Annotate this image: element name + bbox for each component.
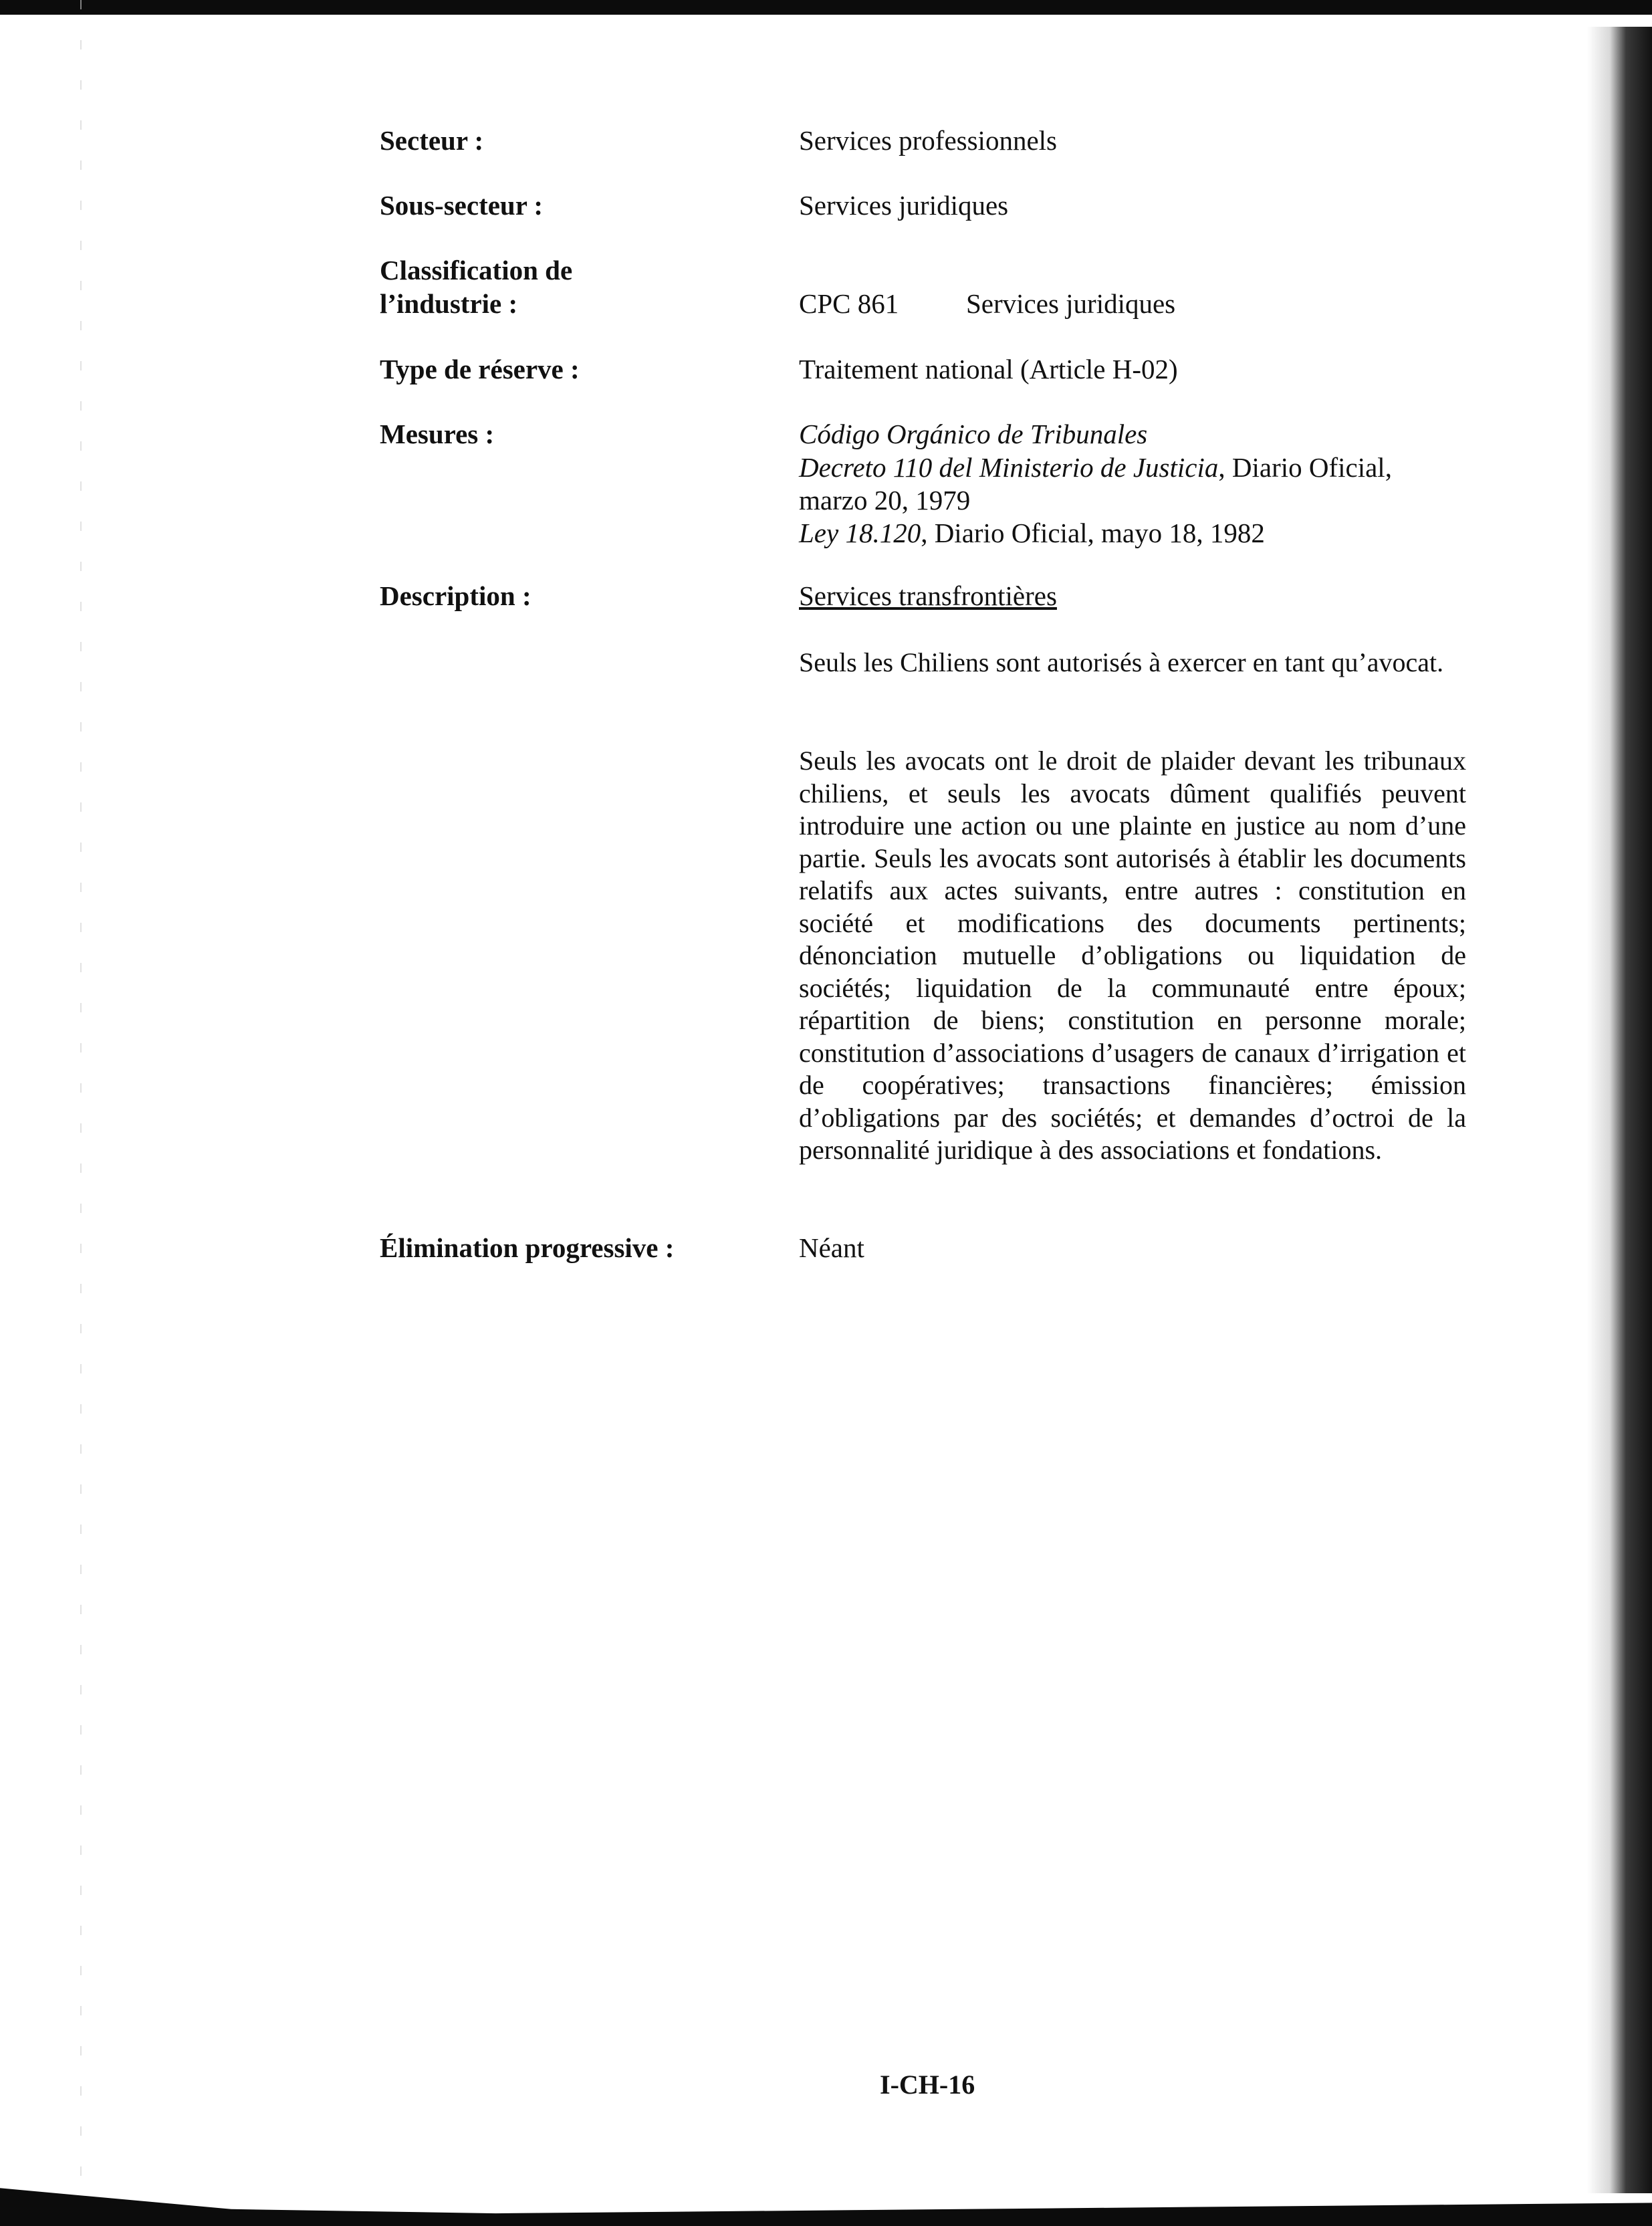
measures-item-1 (799, 418, 1147, 450)
classification-name: Services juridiques (966, 288, 1176, 319)
description-heading: Services transfrontières (799, 580, 1057, 611)
description-paragraph-1: Seuls les Chiliens sont autorisés à exercer en tant qu’avocat. (799, 647, 1444, 677)
subsector-value: Services juridiques (799, 190, 1009, 221)
scan-border-top (0, 0, 1652, 15)
measures-label: Mesures : (380, 419, 495, 449)
classification-code: CPC 861 (799, 288, 899, 319)
measures-item-1-text: Código Orgánico de Tribunales (799, 419, 1148, 449)
subsector-label: Sous-secteur : (380, 190, 544, 221)
page-number: I-CH-16 (880, 2070, 975, 2100)
measures-item-2-rest: , Diario Oficial, (1218, 452, 1392, 483)
measures-item-3-rest: , Diario Oficial, mayo 18, 1982 (921, 518, 1265, 548)
measures-item-2 (799, 451, 1392, 483)
measures-item-2-line2: marzo 20, 1979 (799, 485, 971, 516)
measures-item-3 (799, 517, 1265, 549)
reservation-type-value: Traitement national (Article H-02) (799, 354, 1178, 384)
scan-border-right (1587, 27, 1652, 2193)
classification-label-line1: Classification de (380, 255, 573, 286)
sector-label: Secteur : (380, 125, 484, 156)
description-paragraph-2: Seuls les avocats ont le droit de plaider devant les tribunaux chiliens, et seuls les avocats dûment qualifiés peuvent introduire une action ou une plainte en justice au nom d’une partie. Seuls les avocats sont autorisés à établir les documents relatifs aux actes suivants, entre autres : constitution en société et modifications des documents pertinents; dénonciation mutuelle d’obligations ou liquidation de sociétés; liquidation de la communauté entre époux; répartition de biens; constitution en personne morale; constitution d’associations d’usagers de canaux d’irrigation et de coopératives; transactions financières; émission d’obligations par des sociétés; et demandes d’octroi de la personnalité juridique à des associations et fondations. (799, 746, 1466, 1165)
measures-item-3-italic: Ley 18.120 (799, 518, 921, 548)
measures-item-2-italic: Decreto 110 del Ministerio de Justicia (799, 452, 1219, 483)
phase-out-label: Élimination progressive : (380, 1232, 675, 1263)
reservation-type-label: Type de réserve : (380, 354, 580, 384)
scan-border-bottom (0, 2184, 1652, 2226)
classification-label-line2: l’industrie : (380, 288, 518, 319)
phase-out-value: Néant (799, 1232, 864, 1263)
description-label: Description : (380, 580, 532, 611)
sector-value: Services professionnels (799, 125, 1057, 156)
scan-edge-left (80, 0, 82, 2226)
